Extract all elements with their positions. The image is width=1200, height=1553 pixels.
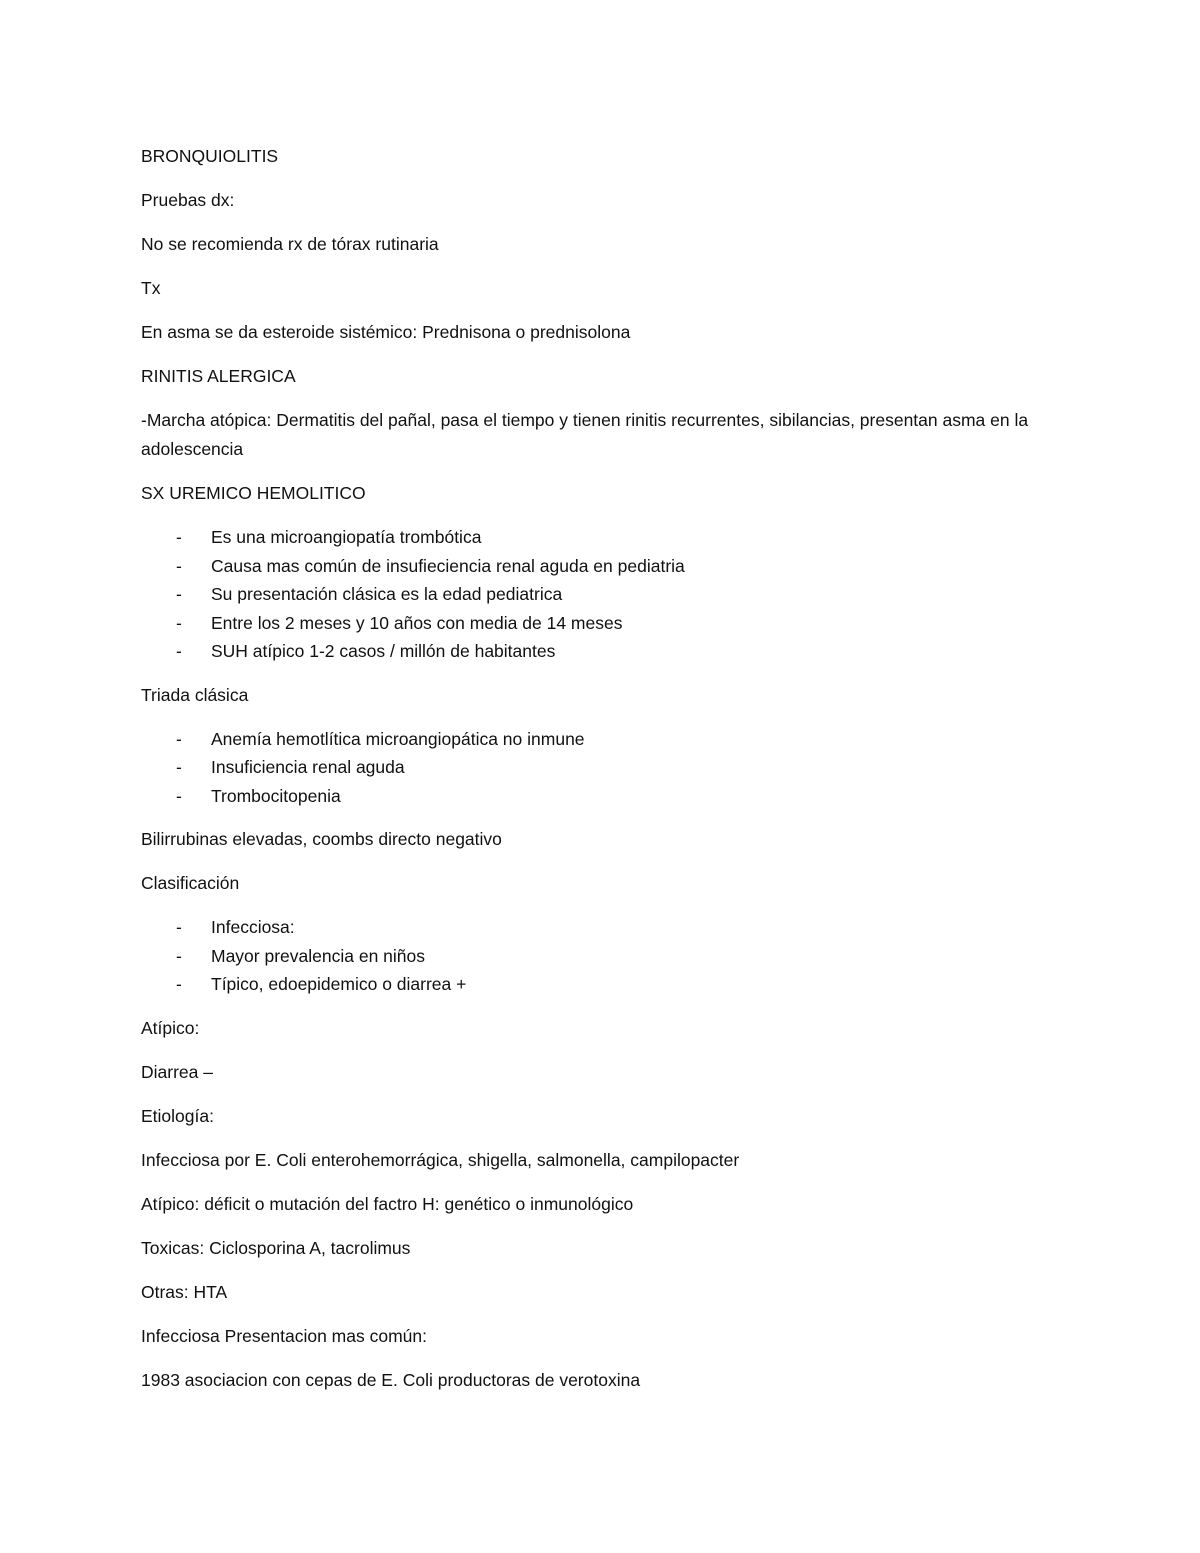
asma-tx-text: En asma se da esteroide sistémico: Prednisona o prednisolona: [141, 322, 631, 342]
otras-text: Otras: HTA: [141, 1281, 228, 1302]
list-item-text: Es una microangiopatía trombótica: [211, 527, 482, 547]
list-item-text: Su presentación clásica es la edad pediatrica: [211, 584, 563, 604]
list-item-text: SUH atípico 1-2 casos / millón de habitantes: [211, 641, 556, 661]
atipico-label: Atípico:: [141, 1017, 200, 1038]
bronquiolitis-heading: BRONQUIOLITIS: [141, 146, 279, 166]
list-item: [141, 782, 1061, 811]
list-item-text: Infecciosa:: [211, 917, 295, 937]
pruebas-dx-label: Pruebas dx:: [141, 190, 235, 210]
list-item-text: Mayor prevalencia en niños: [211, 945, 426, 966]
list-dash: -: [176, 641, 182, 661]
list-item: [141, 523, 1061, 552]
triada-clasica-label: Triada clásica: [141, 684, 249, 705]
asociacion-1983-text: 1983 asociacion con cepas de E. Coli productoras de verotoxina: [141, 1369, 641, 1390]
list-item-text: Causa mas común de insufieciencia renal aguda en pediatria: [211, 555, 685, 576]
list-item-text: Trombocitopenia: [211, 785, 341, 806]
tx-label: Tx: [141, 278, 161, 298]
sx-uremico-heading: SX UREMICO HEMOLITICO: [141, 483, 366, 503]
no-rx-text: No se recomienda rx de tórax rutinaria: [141, 234, 439, 254]
rinitis-heading: RINITIS ALERGICA: [141, 366, 296, 386]
list-dash: -: [176, 584, 182, 604]
list-item: [141, 753, 1061, 782]
list-dash: -: [176, 917, 182, 937]
list-item-text: Típico, edoepidemico o diarrea +: [211, 974, 467, 994]
atipico-etiologia-text: Atípico: déficit o mutación del factro H: genético o inmunológico: [141, 1193, 634, 1214]
list-item: [141, 580, 1061, 609]
clasificacion-label: Clasificación: [141, 873, 240, 893]
list-item: [141, 913, 1061, 942]
list-item: [141, 725, 1061, 754]
bilirrubinas-text: Bilirrubinas elevadas, coombs directo negativo: [141, 829, 502, 849]
list-item-text: Anemía hemotlítica microangiopática no inmune: [211, 728, 585, 749]
clasificacion-list: [141, 913, 1061, 999]
list-dash: -: [176, 757, 182, 777]
marcha-atopica-text: -Marcha atópica: Dermatitis del pañal, pasa el tiempo y tienen rinitis recurrentes, sibilancias, presentan asma en la adolescencia: [141, 410, 1029, 459]
list-item: [141, 942, 1061, 971]
list-item-text: Entre los 2 meses y 10 años con media de 14 meses: [211, 612, 623, 633]
list-item-text: Insuficiencia renal aguda: [211, 757, 405, 777]
list-item: [141, 552, 1061, 581]
infecciosa-etiologia-text: Infecciosa por E. Coli enterohemorrágica, shigella, salmonella, campilopacter: [141, 1149, 740, 1170]
list-item: [141, 637, 1061, 666]
list-dash: -: [176, 728, 182, 749]
list-dash: -: [176, 974, 182, 994]
sx-uremico-list: [141, 523, 1061, 666]
triada-list: [141, 725, 1061, 811]
etiologia-label: Etiología:: [141, 1105, 214, 1126]
list-dash: -: [176, 612, 182, 633]
document-body: [141, 142, 1061, 1410]
infecciosa-presentacion-text: Infecciosa Presentacion mas común:: [141, 1325, 427, 1346]
list-dash: -: [176, 945, 182, 966]
list-dash: -: [176, 555, 182, 576]
list-item: [141, 970, 1061, 999]
list-dash: -: [176, 785, 182, 806]
list-dash: -: [176, 527, 182, 547]
diarrea-negativa-text: Diarrea –: [141, 1061, 213, 1082]
list-item: [141, 609, 1061, 638]
toxicas-text: Toxicas: Ciclosporina A, tacrolimus: [141, 1237, 411, 1258]
